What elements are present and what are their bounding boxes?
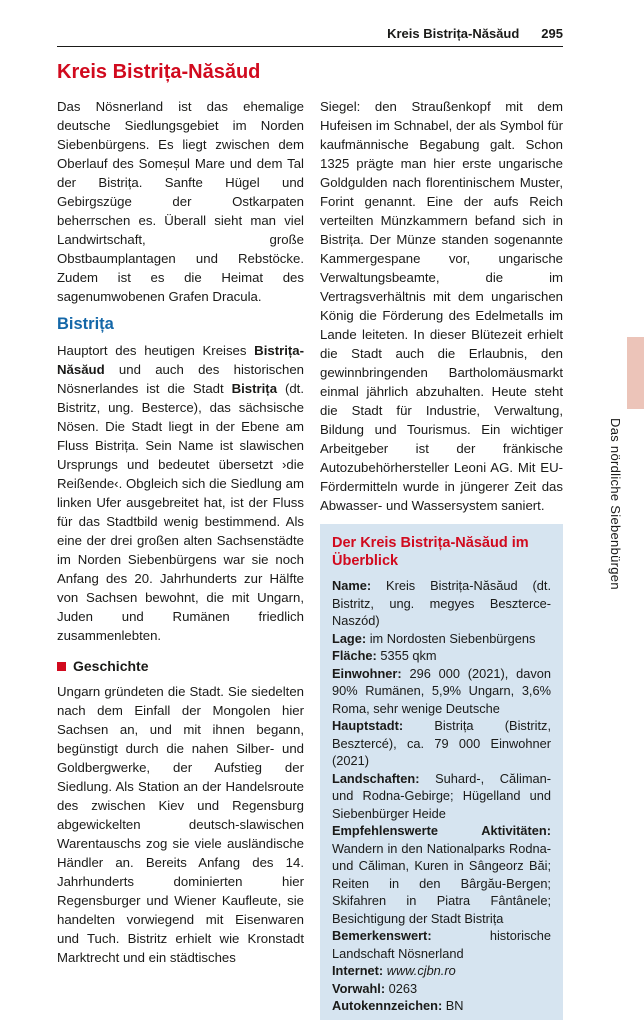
infobox-field-label: Lage: [332,630,370,646]
infobox-field-value: BN [445,998,464,1013]
running-head: Kreis Bistrița-Năsăud [387,26,520,41]
subsection-heading-label: Geschichte [73,658,149,674]
two-column-layout [57,97,563,1020]
infobox-field-value: 0263 [388,980,418,996]
infobox-field [332,822,551,927]
infobox-field [332,647,551,665]
infobox-field-label: Einwohner: [332,665,410,681]
infobox-title: Der Kreis Bistrița-Năsăud im Überblick [332,535,529,569]
overview-infobox [320,524,563,1020]
infobox-field-label: Empfehlenswerte Aktivitäten: [332,823,551,838]
page-number: 295 [541,26,563,41]
infobox-field-label: Name: [332,578,387,593]
text-segment: Bistrița-Năsăud [57,343,304,377]
chapter-color-tab [627,337,644,409]
infobox-field-value: www.cjbn.ro [386,963,456,978]
infobox-field-value: Wandern in den Nationalparks Rodna- und Căliman, Kuren in Sângeorz Băi; Reiten in den Bârgău-Bergen; Skifahren in Piatra Fântânele; Besichtigung der Stadt Bistrița [332,840,551,926]
infobox-field [332,577,551,630]
bistrita-paragraph [57,341,304,645]
infobox-field [332,962,551,980]
infobox-field-label: Landschaften: [332,770,436,786]
red-square-bullet [57,662,66,671]
infobox-field [332,630,551,648]
infobox-field-label: Bemerkenswert: [332,928,490,943]
infobox-field-label: Vorwahl: [332,980,389,996]
infobox-field [332,717,551,770]
infobox-field [332,980,551,998]
chapter-title: Kreis Bistrița-Năsăud [57,61,261,83]
infobox-field [332,997,551,1015]
continuation-paragraph: Siegel: den Straußenkopf mit dem Hufeisen im Schnabel, der als Symbol für kaufmännische Begabung galt. Schon 1325 prägte man hier erste ungarische Goldgulden nach florentinischem Muster, Forint genannt. Eine der aufs Reich verteilten Münzkammern befand sich in Bistrița. Der Münze standen sogenannte Kammergespane vor, ungarische Verwaltungsbeamte, die im Vertragsverhältnis mit dem ungarischen König die Förderung des Edelmetalls im Lande leiteten. In dieser Blütezeit erhielt die Stadt auch die Erlaubnis, den gewinnbringenden Bartholomäusmarkt einmal jährlich abzuhalten. Heute steht die Stadt für Industrie, Verwaltung, Bildung und Tourismus. Ein wichtiger Arbeitgeber ist der fränkische Autozubehörhersteller Leoni AG. Mit EU-Fördermitteln wurde in jüngerer Zeit das Abwasser- und Wassersystem saniert. [320,99,563,513]
infobox-field-value: Suhard-, Căliman- und Rodna-Gebirge; Hügelland und Siebenbürger Heide [332,770,552,821]
infobox-field-label: Internet: [332,963,387,978]
infobox-field-value: historische Landschaft Nösnerland [332,928,551,961]
infobox-field-value: Bistrița (Bistritz, Besztercé), ca. 79 000 Einwohner (2021) [332,718,551,768]
infobox-field-value: 296 000 (2021), davon 90% Rumänen, 5,9% Ungarn, 3,6% Roma, sehr wenige Deutsche [332,665,552,716]
infobox-field-label: Fläche: [332,648,381,663]
section-heading-bistrita: Bistrița [57,315,114,333]
infobox-field-value: 5355 qkm [380,648,437,663]
infobox-field-value: im Nordosten Siebenbürgens [369,630,536,646]
infobox-field [332,770,551,823]
right-column [320,97,563,1020]
infobox-field-label: Hauptstadt: [332,718,435,733]
subsection-heading-geschichte [57,658,304,674]
running-head-row [57,26,563,41]
infobox-field [332,927,551,962]
infobox-field [332,665,551,718]
chapter-margin-label: Das nördliche Siebenbürgen [608,418,623,590]
infobox-field-label: Autokennzeichen: [332,998,446,1013]
left-column [57,97,304,1020]
infobox-fields [332,577,551,1015]
text-segment: (dt. Bistritz, ung. Besterce), das sächsische Nösen. Die Stadt liegt in der Ebene am Fluss Bistrița. Sein Name ist slawischen Ursprungs und bedeutet übersetzt ›die Reißende‹. Obgleich sich die Siedlung am linken Ufer ausgebreitet hat, ist der Fluss für das Stadtbild wenig bestimmend. Als eine der drei großen alten Sachsenstädte im Norden Siebenbürgens war sie noch Anfang des 20. Jahrhunderts zur Hälfte von Sachsen bewohnt, die mit Ungarn, Juden und Rumänen friedlich zusammenlebten. [57,381,304,643]
page-content [57,26,563,1020]
intro-paragraph: Das Nösnerland ist das ehemalige deutsche Siedlungsgebiet im Norden Siebenbürgens. Es liegt zwischen dem Oberlauf des Someșul Mare und dem Tal der Bistrița. Sanfte Hügel und Gebirgszüge der Ostkarpaten beherrschen es. Überall sieht man viel Landwirtschaft, große Obstbaumplantagen und Rebstöcke. Zudem ist es die Heimat des sagenumwobenen Grafen Dracula. [57,99,304,304]
page-header [57,26,563,47]
text-segment: und auch des historischen Nösnerlandes ist die Stadt [57,362,304,396]
text-segment: Bistrița [231,381,278,396]
text-segment: Hauptort des heutigen Kreises [57,343,255,358]
geschichte-paragraph: Ungarn gründeten die Stadt. Sie siedelten nach dem Einfall der Mongolen hier Sachsen an, und mit ihnen begann, begünstigt durch die nahen Silber- und Goldbergwerke, der Aufstieg der Siedlung. Als Station an der Handelsroute des zwischen Kiev und Regensburg abgewickelten deutsch-slawischen Warentauschs zog sie viele ausländische Händler an. Bereits Anfang des 14. Jahrhunderts dominierten hier Regensburger und Wiener Kaufleute, sie handelten vorwiegend mit Eisenwaren und Tuch. Bistritz erhielt wie Kronstadt Marktrecht und ein städtisches [57,684,304,965]
infobox-field-value: Kreis Bistrița-Năsăud (dt. Bistritz, ung. megyes Beszterce-Naszód) [332,578,552,628]
header-rule [57,46,563,47]
